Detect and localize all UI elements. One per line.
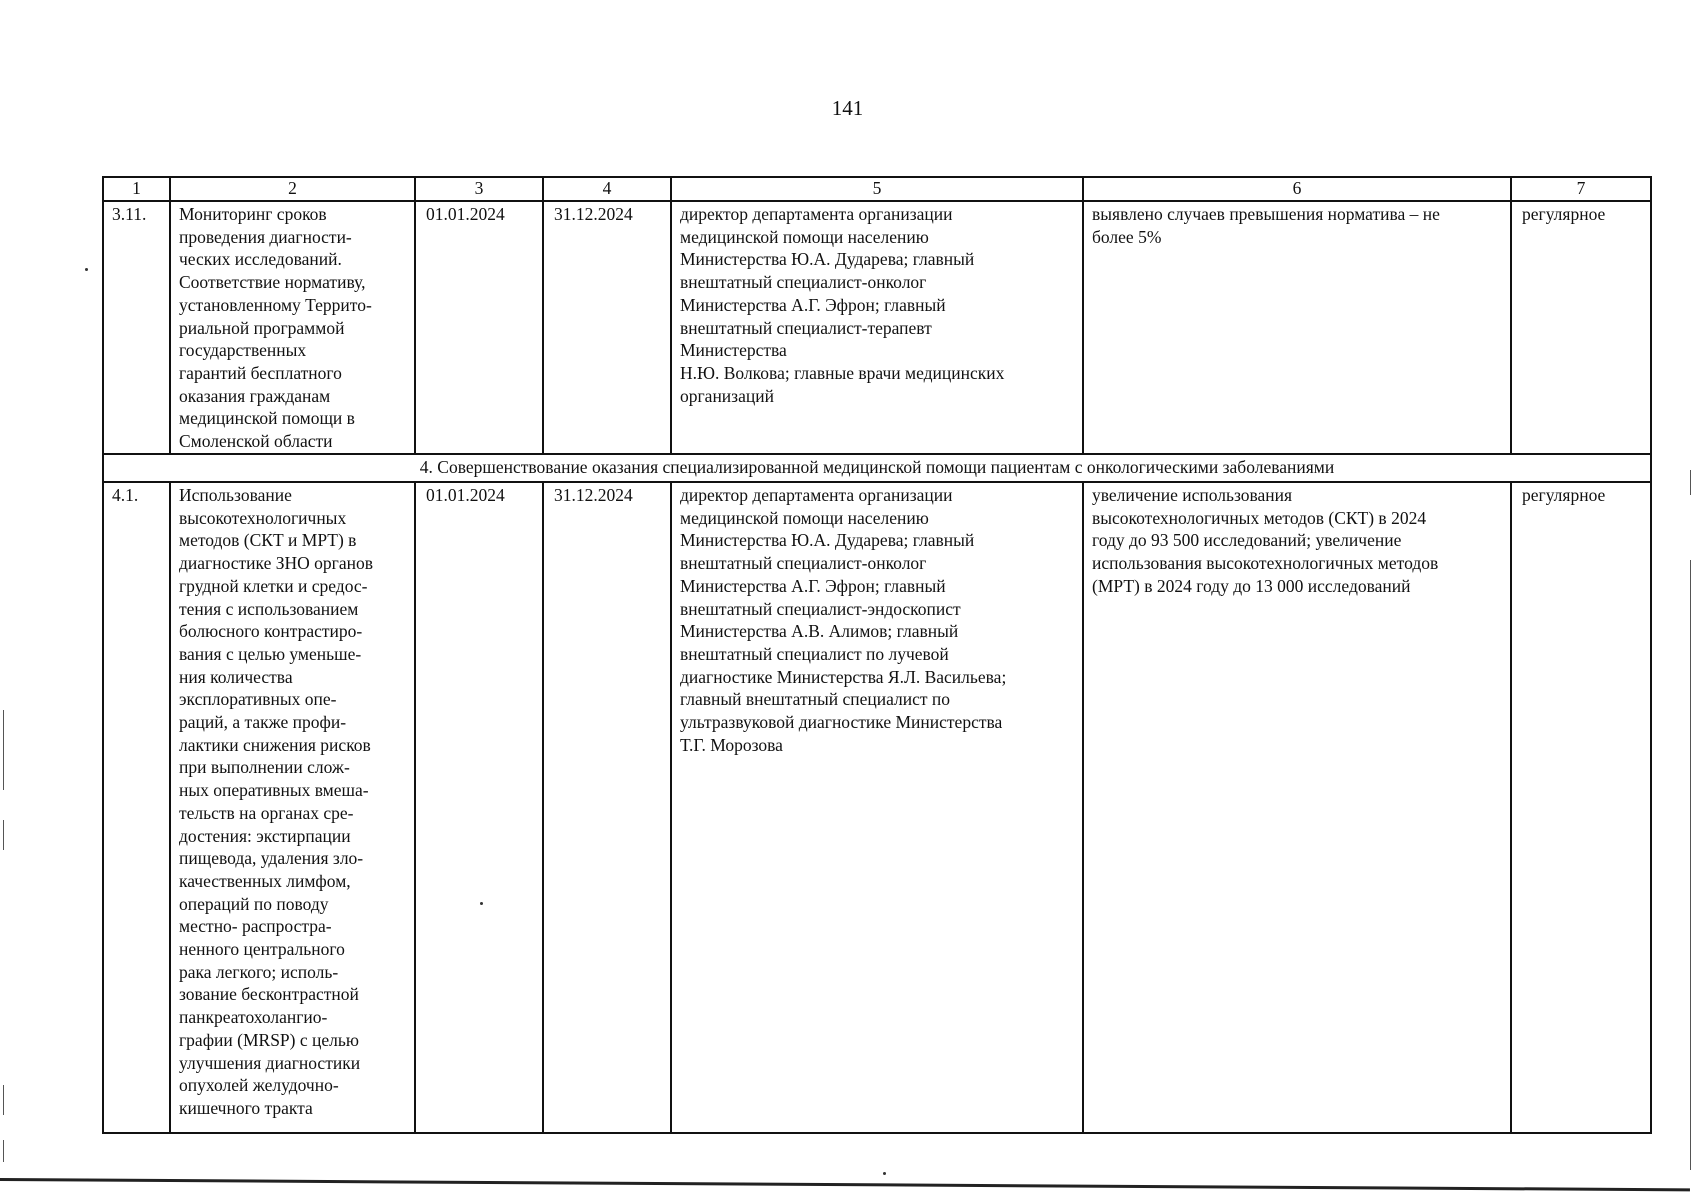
section-heading: 4. Совершенствование оказания специализированной медицинской помощи пациентам с онкологическими заболеваниями bbox=[103, 454, 1651, 482]
column-number-row bbox=[103, 177, 1651, 201]
row-number: 4.1. bbox=[103, 482, 170, 1133]
start-date-cell: 01.01.2024 bbox=[415, 201, 543, 454]
section-heading-row bbox=[103, 454, 1651, 482]
column-header-6: 6 bbox=[1083, 177, 1511, 201]
end-date-cell: 31.12.2024 bbox=[543, 482, 671, 1133]
scan-edge-mark bbox=[3, 710, 4, 790]
scan-edge-mark bbox=[3, 1085, 4, 1115]
frequency-cell: регулярное bbox=[1511, 482, 1651, 1133]
scan-speck bbox=[883, 1172, 886, 1175]
scan-edge-mark bbox=[3, 1140, 4, 1162]
scan-bottom-rule bbox=[0, 1178, 1690, 1191]
responsible-cell: директор департамента организации медицинской помощи населению Министерства Ю.А. Дударева; главный внештатный специалист-онколог Министерства А.Г. Эфрон; главный внештатный специалист-терапевт Министерства Н.Ю. Волкова; главные врачи медицинских организаций bbox=[671, 201, 1083, 454]
start-date-cell: 01.01.2024 bbox=[415, 482, 543, 1133]
scan-edge-mark bbox=[1690, 470, 1691, 495]
table-row bbox=[103, 482, 1651, 1133]
row-number: 3.11. bbox=[103, 201, 170, 454]
scan-speck bbox=[85, 268, 88, 271]
measure-cell: Мониторинг сроков проведения диагности- ческих исследований. Соответствие нормативу, установленному Террито- риальной программой государственных гарантий бесплатного оказания гражданам медицинской помощи в Смоленской области bbox=[170, 201, 415, 454]
result-cell: увеличение использования высокотехнологичных методов (СКТ) в 2024 году до 93 500 исследований; увеличение использования высокотехнологичных методов (МРТ) в 2024 году до 13 000 исследований bbox=[1083, 482, 1511, 1133]
frequency-cell: регулярное bbox=[1511, 201, 1651, 454]
measure-cell: Использование высокотехнологичных методов (СКТ и МРТ) в диагностике ЗНО органов грудной клетки и средос- тения с использованием болюсного контрастиро- вания с целью уменьше- ния количества эксплоративных опе- раций, а также профи- лактики снижения рисков при выполнении слож- ных оперативных вмеша- тельств на органах сре- достения: экстирпации пищевода, удаления зло- качественных лимфом, операций по поводу местно- распростра- ненного центрального рака легкого; исполь- зование бесконтрастной панкреатохолангио- графии (MRSP) с целью улучшения диагностики опухолей желудочно- кишечного тракта bbox=[170, 482, 415, 1133]
column-header-3: 3 bbox=[415, 177, 543, 201]
column-header-5: 5 bbox=[671, 177, 1083, 201]
table-row bbox=[103, 201, 1651, 454]
column-header-1: 1 bbox=[103, 177, 170, 201]
column-header-7: 7 bbox=[1511, 177, 1651, 201]
column-header-4: 4 bbox=[543, 177, 671, 201]
scan-edge-mark bbox=[1690, 560, 1691, 1170]
page-number: 141 bbox=[831, 96, 864, 120]
plan-table bbox=[102, 176, 1652, 1134]
responsible-cell: директор департамента организации медицинской помощи населению Министерства Ю.А. Дударева; главный внештатный специалист-онколог Министерства А.Г. Эфрон; главный внештатный специалист-эндоскопист Министерства А.В. Алимов; главный внештатный специалист по лучевой диагностике Министерства Я.Л. Васильева; главный внештатный специалист по ультразвуковой диагностике Министерства Т.Г. Морозова bbox=[671, 482, 1083, 1133]
end-date-cell: 31.12.2024 bbox=[543, 201, 671, 454]
scan-edge-mark bbox=[3, 820, 4, 850]
result-cell: выявлено случаев превышения норматива – не более 5% bbox=[1083, 201, 1511, 454]
scan-speck bbox=[480, 902, 483, 905]
column-header-2: 2 bbox=[170, 177, 415, 201]
